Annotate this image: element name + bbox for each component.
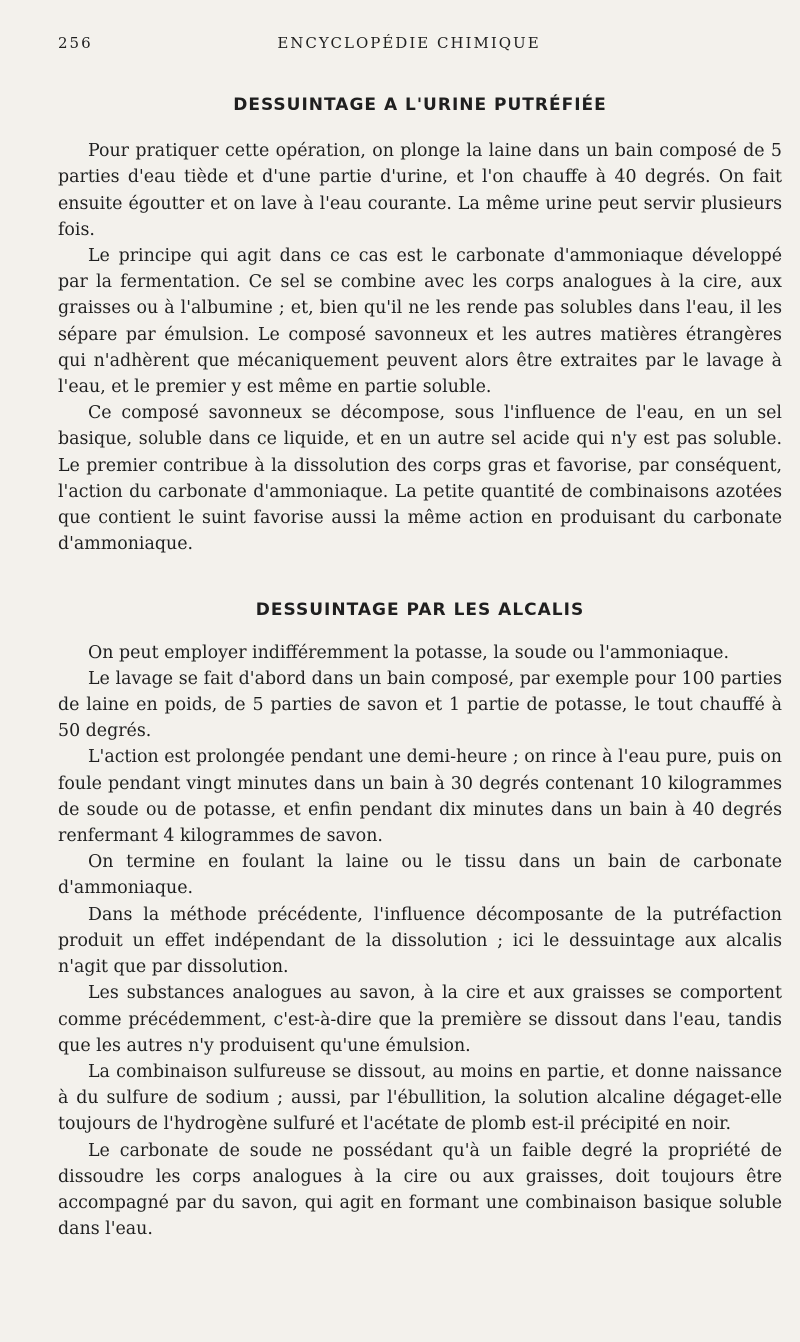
paragraph: Ce composé savonneux se décompose, sous l'influence de l'eau, en un sel basique, soluble dans ce liquide, et en un autre sel acide qui n'y est pas soluble. Le premier contribue à la dissolution des corps gras et favorise, par conséquent, l'action du carbonate d'ammoniaque. La petite quantité de combinaisons azotées que contient le suint favorise aussi la même action en produisant du carbonate d'ammoniaque. <box>58 403 782 555</box>
paragraph: Le carbonate de soude ne possédant qu'à un faible degré la propriété de dissoudre les corps analogues à la cire ou aux graisses, doit toujours être accompagné par du savon, qui agit en formant une combinaison basique soluble dans l'eau. <box>58 1140 782 1240</box>
paragraph: On peut employer indifféremment la potasse, la soude ou l'ammoniaque. <box>88 642 729 663</box>
paragraph: Pour pratiquer cette opération, on plonge la laine dans un bain composé de 5 parties d'eau tiède et d'une partie d'urine, et l'on chauffe à 40 degrés. On fait ensuite égoutter et on lave à l'eau courante. La même urine peut servir plusieurs fois. <box>58 141 782 240</box>
paragraph: L'action est prolongée pendant une demi-heure ; on rince à l'eau pure, puis on foule pendant vingt minutes dans un bain à 30 degrés contenant 10 kilogrammes de soude ou de potasse, et enfin pendant dix minutes dans un bain à 40 degrés renfermant 4 kilogrammes de savon. <box>58 747 782 847</box>
page-content <box>58 92 782 1242</box>
running-title: ENCYCLOPÉDIE CHIMIQUE <box>277 34 541 52</box>
page-number: 256 <box>58 34 93 52</box>
paragraph: Le principe qui agit dans ce cas est le carbonate d'ammoniaque développé par la fermentation. Ce sel se combine avec les corps analogues à la cire, aux graisses ou à l'albumine ; et, bien qu'il ne les rende pas solubles dans l'eau, il les sépare par émulsion. Le composé savonneux et les autres matières étrangères qui n'adhèrent que mécaniquement peuvent alors être extraites par le lavage à l'eau, et le premier y est même en partie soluble. <box>58 246 782 398</box>
paragraph: Dans la méthode précédente, l'influence décomposante de la putréfaction produit un effet indépendant de la dissolution ; ici le dessuintage aux alcalis n'agit que par dissolution. <box>58 904 782 978</box>
paragraph: Le lavage se fait d'abord dans un bain composé, par exemple pour 100 parties de laine en poids, de 5 parties de savon et 1 partie de potasse, le tout chauffé à 50 degrés. <box>58 668 782 742</box>
running-header <box>58 34 760 56</box>
section-heading-urine: DESSUINTAGE A L'URINE PUTRÉFIÉE <box>233 95 607 115</box>
paragraph: Les substances analogues au savon, à la cire et aux graisses se comportent comme précédemment, c'est-à-dire que la première se dissout dans l'eau, tandis que les autres n'y produisent qu'une émulsion. <box>58 983 782 1056</box>
paragraph: On termine en foulant la laine ou le tissu dans un bain de carbonate d'ammoniaque. <box>58 852 782 899</box>
section-heading-alcalis: DESSUINTAGE PAR LES ALCALIS <box>255 600 585 621</box>
paragraph: La combinaison sulfureuse se dissout, au moins en partie, et donne naissance à du sulfure de sodium ; aussi, par l'ébullition, la solution alcaline dégaget-elle toujours de l'hydrogène sulfuré et l'acétate de plomb est-il précipité en noir. <box>58 1061 782 1135</box>
